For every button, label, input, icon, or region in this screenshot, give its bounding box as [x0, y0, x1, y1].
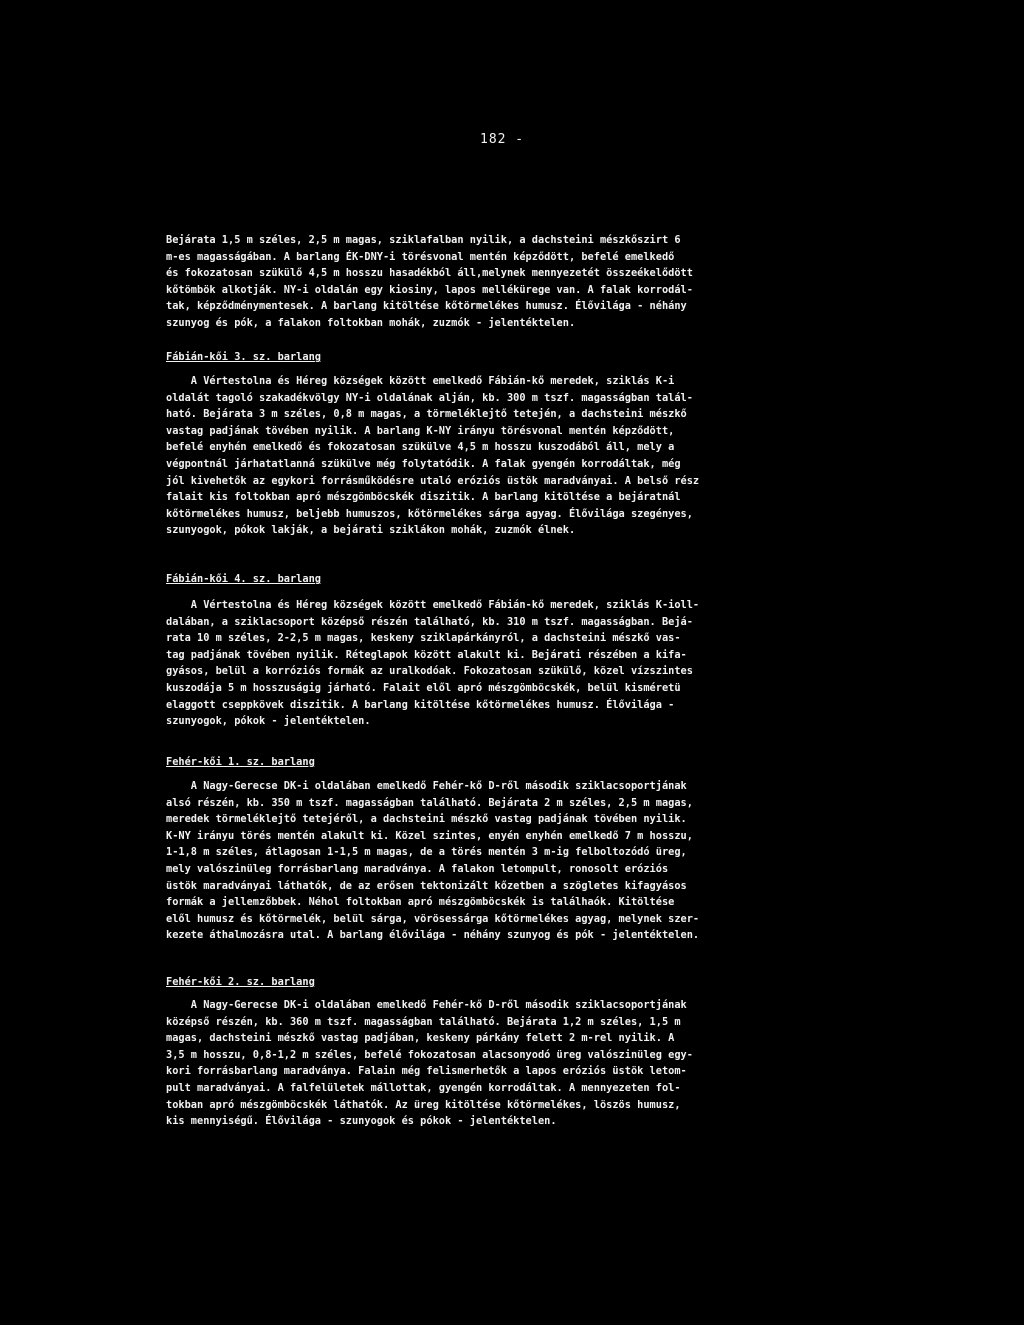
section-heading-fabian-3: Fábián-kői 3. sz. barlang [166, 351, 321, 363]
section-heading-fabian-4: Fábián-kői 4. sz. barlang [166, 573, 321, 585]
section-heading-feher-2: Fehér-kői 2. sz. barlang [166, 976, 315, 988]
page-number: 182 - [480, 132, 525, 147]
section-paragraph-fabian-3: A Vértestolna és Héreg községek között emelkedő Fábián-kő meredek, sziklás K-i oldalát tagoló szakadékvölgy NY-i oldalának alján, kb. 300 m tszf. magasságban talál- ható. Bejárata 3 m széles, 0,8 m magas, a törmeléklejtő tetején, a dachsteini mészkő vastag padjának tövében nyilik. A barlang K-NY irányu törésvonal mentén képződött, befelé enyhén emelkedő és fokozatosan szükülve 4,5 m hosszu kuszodából áll, mely a végpontnál járhatatlanná szükülve még folytatódik. A falak gyengén korrodáltak, még jól kivehetők az egykori forrásműködésre utaló eróziós üstök maradványai. A belső rész falait kis foltokban apró mészgömböcskék diszitik. A barlang kitöltése a bejáratnál kőtörmelékes humusz, beljebb humuszos, kőtörmelékes sárga agyag. Élővilága szegényes, szunyogok, pókok lakják, a bejárati sziklákon mohák, zuzmók élnek. [166, 375, 700, 537]
section-paragraph-feher-2: A Nagy-Gerecse DK-i oldalában emelkedő Fehér-kő D-ről második sziklacsoportjának középső részén, kb. 360 m tszf. magasságban található. Bejárata 1,2 m széles, 1,5 m magas, dachsteini mészkő vastag padjában, keskeny párkány felett 2 m-rel nyilik. A 3,5 m hosszu, 0,8-1,2 m széles, befelé fokozatosan alacsonyodó üreg valószinüleg egy- kori forrásbarlang maradványa. Falain még felismerhetők a lapos eróziós üstök letom- pult maradványai. A falfelületek mállottak, gyengén korrodáltak. A mennyezeten fol- tokban apró mészgömböcskék láthatók. Az üreg kitöltése kőtörmelékes, löszös humusz, kis mennyiségű. Élővilága - szunyogok és pókok - jelentéktelen. [166, 999, 693, 1128]
section-paragraph-feher-1: A Nagy-Gerecse DK-i oldalában emelkedő Fehér-kő D-ről második sziklacsoportjának alsó részén, kb. 350 m tszf. magasságban található. Bejárata 2 m széles, 2,5 m magas, meredek törmeléklejtő tetejéről, a dachsteini mészkő vastag padjának tövében nyilik. K-NY irányu törés mentén alakult ki. Közel szintes, enyén enyhén emelkedő 7 m hosszu, 1-1,8 m széles, átlagosan 1-1,5 m magas, de a törés mentén 3 m-ig felboltozódó üreg, mely valószinüleg forrásbarlang maradványa. A falakon letompult, ronosolt eróziós üstök maradványai láthatók, de az erősen tektonizált kőzetben a szögletes kifagyásos formák a jellemzőbbek. Néhol foltokban apró mészgömböcskék is találhaók. Kitöltése elől humusz és kőtörmelék, belül sárga, vörösessárga kőtörmelékes agyag, melynek szer- kezete áthalmozásra utal. A barlang élővilága - néhány szunyog és pók - jelentéktelen. [166, 780, 700, 942]
section-paragraph-fabian-4: A Vértestolna és Héreg községek között emelkedő Fábián-kő meredek, sziklás K-ioll- dalában, a sziklacsoport középső részén található, kb. 310 m tszf. magasságban. Bejá- rata 10 m széles, 2-2,5 m magas, keskeny sziklapárkányról, a dachsteini mészkő vas- tag padjának tövében nyilik. Réteglapok között alakult ki. Bejárati részében a kifa- gyásos, belül a korróziós formák az uralkodóak. Fokozatosan szükülő, közel vízszintes kuszodája 5 m hosszuságig járható. Falait elől apró mészgömböcskék, belül kisméretü elaggott cseppkövek diszitik. A barlang kitöltése kőtörmelékes humusz. Élővilága - szunyogok, pókok - jelentéktelen. [166, 599, 700, 728]
intro-paragraph: Bejárata 1,5 m széles, 2,5 m magas, sziklafalban nyilik, a dachsteini mészkőszirt 6 m-es magasságában. A barlang ÉK-DNY-i törésvonal mentén képződött, befelé emelkedő és fokozatosan szükülő 4,5 m hosszu hasadékból áll,melynek mennyezetét összeékelődött kőtömbök alkotják. NY-i oldalán egy kiosiny, lapos mellékürege van. A falak korrodál- tak, képződménymentesek. A barlang kitöltése kőtörmelékes humusz. Élővilága - néhány szunyog és pók, a falakon foltokban mohák, zuzmók - jelentéktelen. [166, 234, 693, 329]
section-heading-feher-1: Fehér-kői 1. sz. barlang [166, 756, 315, 768]
